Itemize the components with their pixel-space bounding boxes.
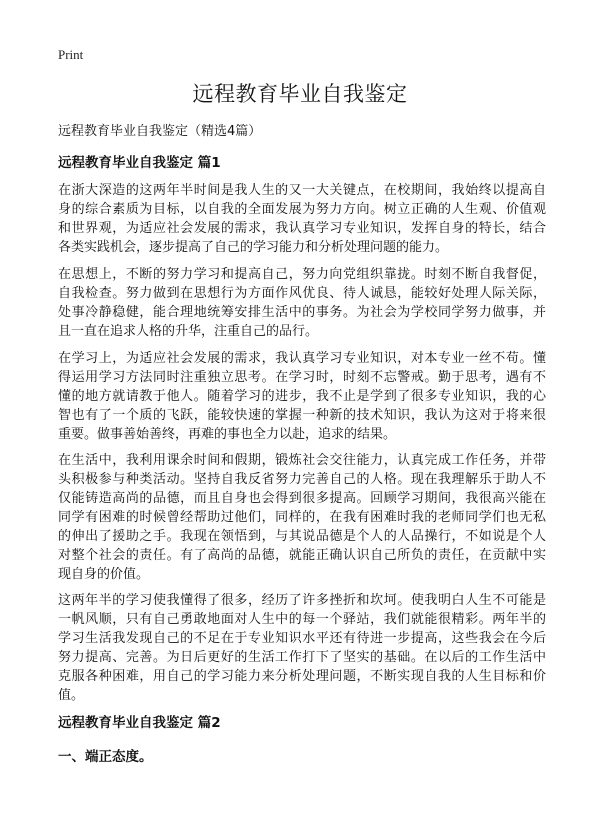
paragraph-line: 在生活中，我利用课余时间和假期，锻炼社会交往能力，认真完成工作任务，并带: [58, 453, 546, 468]
paragraph-3: [58, 349, 546, 444]
paragraph-line: 各类实践机会，逐步提高了自己的学习能力和分析处理问题的能力。: [58, 240, 449, 255]
print-link[interactable]: Print: [58, 47, 84, 62]
paragraph-line: 在学习上，为适应社会发展的需求，我认真学习专业知识，对本专业一丝不苟。懂: [58, 351, 546, 366]
paragraph-line: 学习生活我发现自己的不足在于专业知识水平还有待进一步提高，这些我会在今后: [58, 631, 546, 646]
paragraph-2: [58, 265, 546, 341]
page-title: 远程教育毕业自我鉴定: [192, 82, 408, 106]
paragraph-line: 智也有了一个质的飞跃，能较快速的掌握一种新的技术知识，我认为这对于将来很: [58, 408, 546, 423]
document-subtitle: 远程教育毕业自我鉴定（精选4篇）: [58, 124, 262, 139]
paragraph-line: 头积极参与种类活动。坚持自我反省努力完善自己的人格。现在我理解乐于助人不: [58, 472, 546, 487]
paragraph-line: 努力提高、完善。为日后更好的生活工作打下了坚实的基础。在以后的工作生活中: [58, 650, 546, 665]
paragraph-line: 且一直在追求人格的升华，注重自己的品行。: [58, 324, 319, 339]
subsection-heading: 一、端正态度。: [58, 749, 153, 765]
paragraph-line: 身的综合素质为目标，以自我的全面发展为努力方向。树立正确的人生观、价值观: [58, 202, 546, 217]
section-heading-2: 远程教育毕业自我鉴定 篇2: [58, 715, 221, 731]
paragraph-line: 在思想上，不断的努力学习和提高自己，努力向党组织靠拢。时刻不断自我督促，: [58, 267, 546, 282]
paragraph-line: 这两年半的学习使我懂得了很多，经历了许多挫折和坎坷。使我明白人生不可能是: [58, 593, 546, 608]
paragraph-line: 处事冷静稳健，能合理地统筹安排生活中的事务。为社会为学校同学努力做事，并: [58, 305, 546, 320]
paragraph-line: 重要。做事善始善终，再难的事也全力以赴，追求的结果。: [58, 427, 397, 442]
paragraph-line: 懂的地方就请教于他人。随着学习的进步，我不止是学到了很多专业知识，我的心: [58, 389, 546, 404]
paragraph-line: 现自身的价值。: [58, 567, 150, 582]
paragraph-5: [58, 591, 546, 705]
paragraph-line: 仅能铸造高尚的品德，而且自身也会得到很多提高。回顾学习期间，我很高兴能在: [58, 491, 546, 506]
paragraph-4: [58, 451, 546, 584]
paragraph-line: 和世界观，为适应社会发展的需求，我认真学习专业知识，发挥自身的特长，结合: [58, 221, 546, 236]
paragraph-line: 在浙大深造的这两年半时间是我人生的又一大关键点，在校期间，我始终以提高自: [58, 183, 546, 198]
paragraph-line: 值。: [58, 688, 85, 703]
paragraph-line: 自我检查。努力做到在思想行为方面作风优良、待人诚恳，能较好处理人际关际，: [58, 286, 546, 301]
paragraph-line: 同学有困难的时候曾经帮助过他们，同样的，在我有困难时我的老师同学们也无私: [58, 510, 546, 525]
paragraph-line: 对整个社会的责任。有了高尚的品德，就能正确认识自己所负的责任，在贡献中实: [58, 548, 546, 563]
paragraph-line: 的伸出了援助之手。我现在领悟到，与其说品德是个人的人品操行，不如说是个人: [58, 529, 546, 544]
paragraph-line: 得运用学习方法同时注重独立思考。在学习时，时刻不忘警戒。勤于思考，遇有不: [58, 370, 546, 385]
paragraph-line: 一帆风顺，只有自己勇敢地面对人生中的每一个驿站，我们就能很精彩。两年半的: [58, 612, 546, 627]
paragraph-line: 克服各种困难，用自己的学习能力来分析处理问题，不断实现自我的人生目标和价: [58, 669, 546, 684]
section-heading-1: 远程教育毕业自我鉴定 篇1: [58, 155, 221, 171]
paragraph-1: [58, 181, 546, 257]
